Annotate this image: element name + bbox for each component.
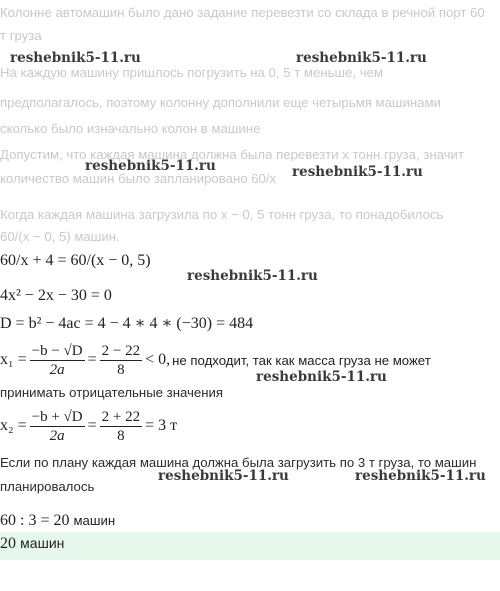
x2-result: = 3 т [145,417,178,434]
watermark: reshebnik5-11.ru [355,468,486,484]
x2-fraction-1 [30,408,85,445]
x2-fraction-2 [100,408,142,445]
equation-1: 60/x + 4 = 60/(x − 0, 5) [0,252,151,269]
x2-equals: = [87,417,97,434]
problem-line-1: Колонне автомашин было дано задание перевезти со склада в речной порт 60 [0,5,485,20]
problem-line-4: предполагалось, поэтому колонну дополнили еще четырьмя машинами [0,95,441,110]
watermark: reshebnik5-11.ru [256,369,387,385]
x1-equals: = [87,351,97,368]
calc-line [0,512,115,530]
problem-line-2: т груза [0,28,42,43]
x2-label: x₂ = [0,417,27,434]
watermark: reshebnik5-11.ru [296,50,427,66]
watermark: reshebnik5-11.ru [158,468,289,484]
watermark: reshebnik5-11.ru [85,158,216,174]
x1-fraction-2 [100,342,142,379]
calc-expression: 60 : 3 = 20 [0,512,70,529]
answer-value: 20 [0,535,16,552]
watermark: reshebnik5-11.ru [187,268,318,284]
x2-denominator-2: 8 [117,427,125,444]
problem-line-5: сколько было изначально колон в машине [0,121,261,136]
solution-line-2: количество машин было запланировано 60/x [0,171,277,186]
equation-3: D = b² − 4ac = 4 − 4 ∗ 4 ∗ (−30) = 484 [0,315,254,332]
x1-less-than: < 0, [145,351,171,368]
x1-numerator-1: −b − √D [31,342,83,359]
plan-line-2: планировалось [0,479,95,494]
x1-label: x₁ = [0,351,27,368]
root-x2-line [0,404,177,448]
answer-highlight [0,532,500,560]
plan-line-1: Если по плану каждая машина должна была загрузить по 3 т груза, то машин [0,455,477,470]
watermark: reshebnik5-11.ru [10,50,141,66]
answer-unit: машин [20,535,65,551]
x2-denominator-1: 2a [49,427,65,444]
x1-denominator-1: 2a [49,361,65,378]
x1-numerator-2: 2 − 22 [101,342,141,359]
watermark: reshebnik5-11.ru [292,164,423,180]
solution-line-1: Допустим, что каждая машина должна была перевезти x тонн груза, значит [0,147,464,162]
solution-line-4: 60/(x − 0, 5) машин. [0,229,120,244]
x1-denominator-2: 8 [117,361,125,378]
equation-2: 4x² − 2x − 30 = 0 [0,287,112,304]
x1-comment-2: принимать отрицательные значения [0,385,224,400]
x2-numerator-1: −b + √D [31,408,83,425]
calc-unit: машин [73,513,116,528]
x2-numerator-2: 2 + 22 [101,408,141,425]
x1-comment: не подходит, так как масса груза не может [172,352,431,368]
problem-line-3: На каждую машину пришлось погрузить на 0, 5 т меньше, чем [0,65,383,80]
answer [0,535,64,553]
solution-line-3: Когда каждая машина загрузила по x − 0, 5 тонн груза, то понадобилось [0,207,444,222]
x1-fraction-1 [30,342,85,379]
